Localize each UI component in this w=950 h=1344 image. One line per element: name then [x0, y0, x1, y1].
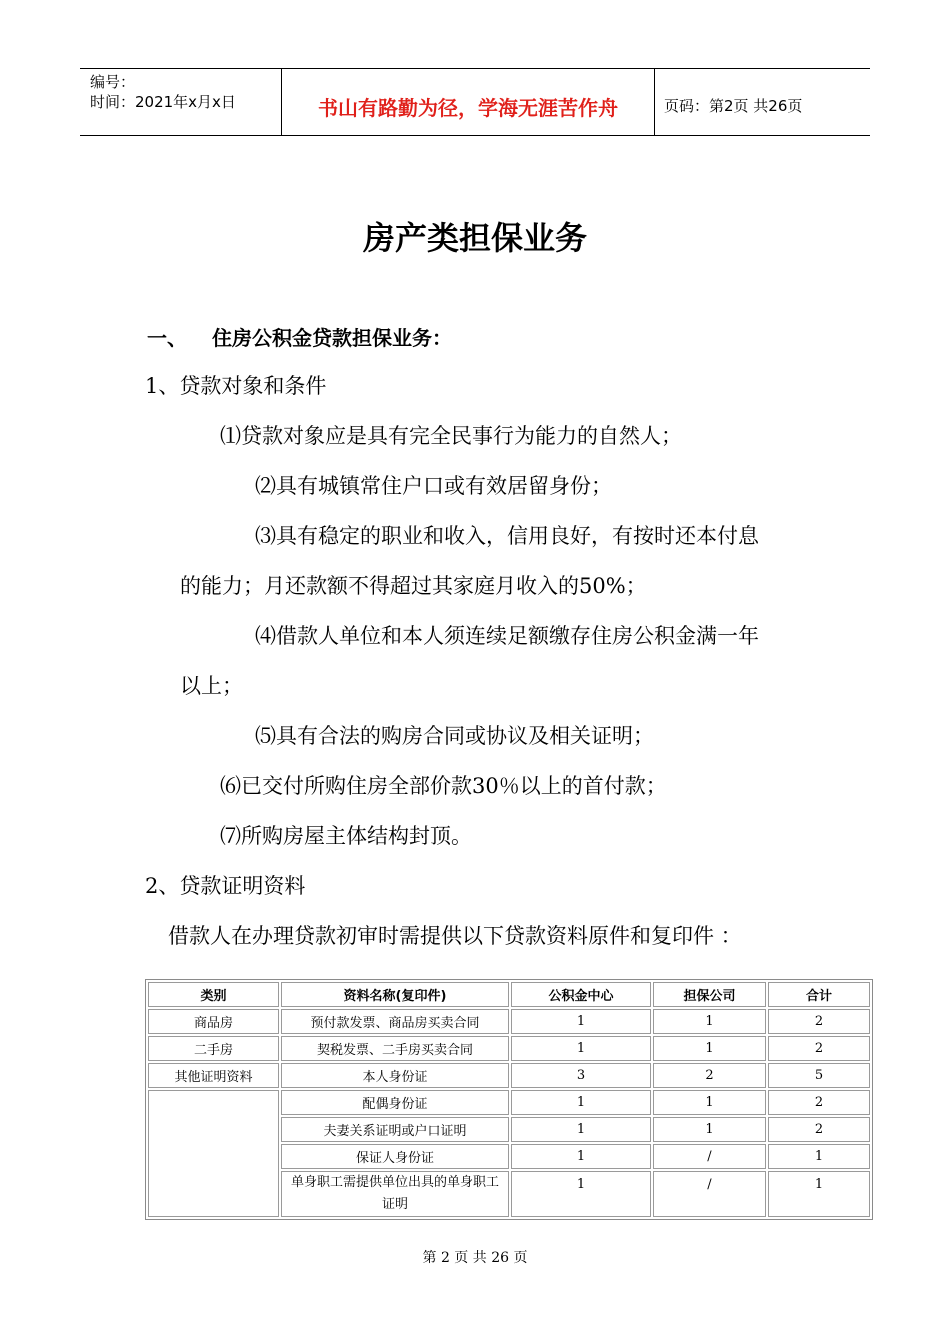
- cell-total: 5: [768, 1063, 870, 1088]
- cell-category: 二手房: [148, 1036, 279, 1061]
- condition-5: ⑸具有合法的购房合同或协议及相关证明；: [255, 724, 654, 748]
- cell-guarantee-company: 1: [653, 1117, 766, 1142]
- table-row: [148, 1036, 870, 1061]
- header-category: 类别: [148, 982, 279, 1007]
- header-guarantee-company: 担保公司: [653, 982, 766, 1007]
- subsection-heading-1: 1、贷款对象和条件: [145, 374, 327, 398]
- cell-guarantee-company: /: [653, 1144, 766, 1169]
- table-row: [148, 1090, 870, 1115]
- cell-document: 单身职工需提供单位出具的单身职工证明: [281, 1171, 509, 1217]
- cell-total: 2: [768, 1090, 870, 1115]
- table-row: [148, 1063, 870, 1088]
- cell-fund-center: 1: [511, 1090, 651, 1115]
- condition-2: ⑵具有城镇常住户口或有效居留身份；: [255, 474, 612, 498]
- condition-6: ⑹已交付所购住房全部价款30％以上的首付款；: [220, 774, 667, 798]
- cell-document: 配偶身份证: [281, 1090, 509, 1115]
- cell-document: 契税发票、二手房买卖合同: [281, 1036, 509, 1061]
- condition-3-continued: 的能力；月还款额不得超过其家庭月收入的50%；: [180, 574, 647, 598]
- cell-category: 其他证明资料: [148, 1063, 279, 1088]
- table-header-row: [148, 982, 870, 1007]
- cell-category-merged: [148, 1090, 279, 1217]
- cell-document: 夫妻关系证明或户口证明: [281, 1117, 509, 1142]
- condition-3: ⑶具有稳定的职业和收入，信用良好，有按时还本付息: [255, 524, 759, 548]
- documents-intro: 借款人在办理贷款初审时需提供以下贷款资料原件和复印件 ：: [168, 924, 742, 948]
- cell-fund-center: 3: [511, 1063, 651, 1088]
- header-number-label: 编号：: [90, 73, 136, 91]
- cell-guarantee-company: 1: [653, 1090, 766, 1115]
- cell-guarantee-company: 1: [653, 1009, 766, 1034]
- header-time-label: 时间：2021年x月x日: [90, 93, 236, 111]
- cell-category: 商品房: [148, 1009, 279, 1034]
- cell-total: 2: [768, 1036, 870, 1061]
- header-document-name: 资料名称(复印件): [281, 982, 509, 1007]
- cell-fund-center: 1: [511, 1117, 651, 1142]
- cell-total: 2: [768, 1117, 870, 1142]
- cell-guarantee-company: /: [653, 1171, 766, 1217]
- cell-fund-center: 1: [511, 1144, 651, 1169]
- header-page-label: 页码：第2页 共26页: [664, 97, 803, 115]
- header-motto: 书山有路勤为径，学海无涯苦作舟: [318, 96, 618, 120]
- condition-4: ⑷借款人单位和本人须连续足额缴存住房公积金满一年: [255, 624, 759, 648]
- section-heading: 住房公积金贷款担保业务：: [212, 326, 452, 350]
- cell-fund-center: 1: [511, 1171, 651, 1217]
- subsection-heading-2: 2、贷款证明资料: [145, 874, 306, 898]
- condition-7: ⑺所购房屋主体结构封顶。: [220, 824, 472, 848]
- header-bottom-rule: [80, 135, 870, 136]
- header-top-rule: [80, 68, 870, 69]
- page-footer: 第 2 页 共 26 页: [422, 1250, 528, 1266]
- documents-table: [145, 979, 873, 1220]
- condition-1: ⑴贷款对象应是具有完全民事行为能力的自然人；: [220, 424, 682, 448]
- header-divider-right: [654, 68, 655, 136]
- section-number: 一、: [147, 326, 187, 350]
- cell-total: 2: [768, 1009, 870, 1034]
- cell-document: 保证人身份证: [281, 1144, 509, 1169]
- cell-document: 本人身份证: [281, 1063, 509, 1088]
- header-total: 合计: [768, 982, 870, 1007]
- cell-fund-center: 1: [511, 1009, 651, 1034]
- cell-fund-center: 1: [511, 1036, 651, 1061]
- page-title: 房产类担保业务: [362, 219, 587, 257]
- condition-4-continued: 以上；: [180, 674, 243, 698]
- cell-guarantee-company: 1: [653, 1036, 766, 1061]
- cell-document: 预付款发票、商品房买卖合同: [281, 1009, 509, 1034]
- header-fund-center: 公积金中心: [511, 982, 651, 1007]
- table-row: [148, 1009, 870, 1034]
- cell-total: 1: [768, 1171, 870, 1217]
- cell-guarantee-company: 2: [653, 1063, 766, 1088]
- cell-total: 1: [768, 1144, 870, 1169]
